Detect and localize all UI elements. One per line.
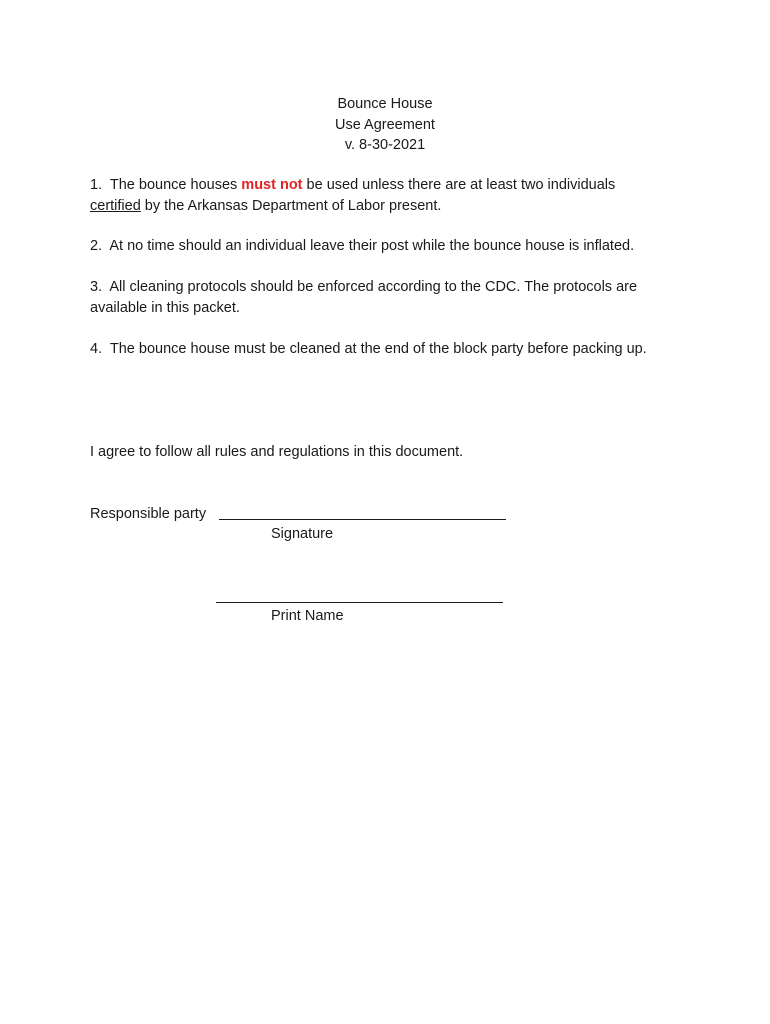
rule-4 <box>90 339 680 360</box>
rule-2-text: At no time should an individual leave their post while the bounce house is inflated. <box>109 238 635 254</box>
rule-3-text-line-1: All cleaning protocols should be enforced according to the CDC. The protocols are <box>109 279 638 295</box>
print-name-caption: Print Name <box>271 608 344 624</box>
rule-2 <box>90 236 680 257</box>
title-line-1: Bounce House <box>337 96 433 112</box>
version-line: v. 8-30-2021 <box>344 137 426 153</box>
rule-1-number: 1. <box>90 177 103 193</box>
rule-2-number: 2. <box>90 238 103 254</box>
signature-caption: Signature <box>271 526 334 542</box>
rule-1-emphasis: must not <box>241 177 303 193</box>
responsible-party-label: Responsible party <box>90 506 207 522</box>
rule-1-underlined-word: certified <box>90 198 141 214</box>
rule-3-text-line-2: available in this packet. <box>90 300 240 316</box>
rule-1 <box>90 175 680 217</box>
rule-4-text: The bounce house must be cleaned at the end of the block party before packing up. <box>109 341 647 357</box>
print-name-line[interactable] <box>216 602 503 603</box>
rule-1-text-start: The bounce houses <box>109 177 242 193</box>
rule-1-text-end: by the Arkansas Department of Labor present. <box>140 198 442 214</box>
signature-line[interactable] <box>219 519 506 520</box>
agreement-statement: I agree to follow all rules and regulations in this document. <box>90 444 464 460</box>
rule-4-number: 4. <box>90 341 103 357</box>
rule-3-number: 3. <box>90 279 103 295</box>
rule-1-text-continued: be used unless there are at least two individuals <box>302 177 616 193</box>
rule-3 <box>90 277 680 319</box>
document-title <box>0 94 770 156</box>
title-line-2: Use Agreement <box>335 116 435 133</box>
